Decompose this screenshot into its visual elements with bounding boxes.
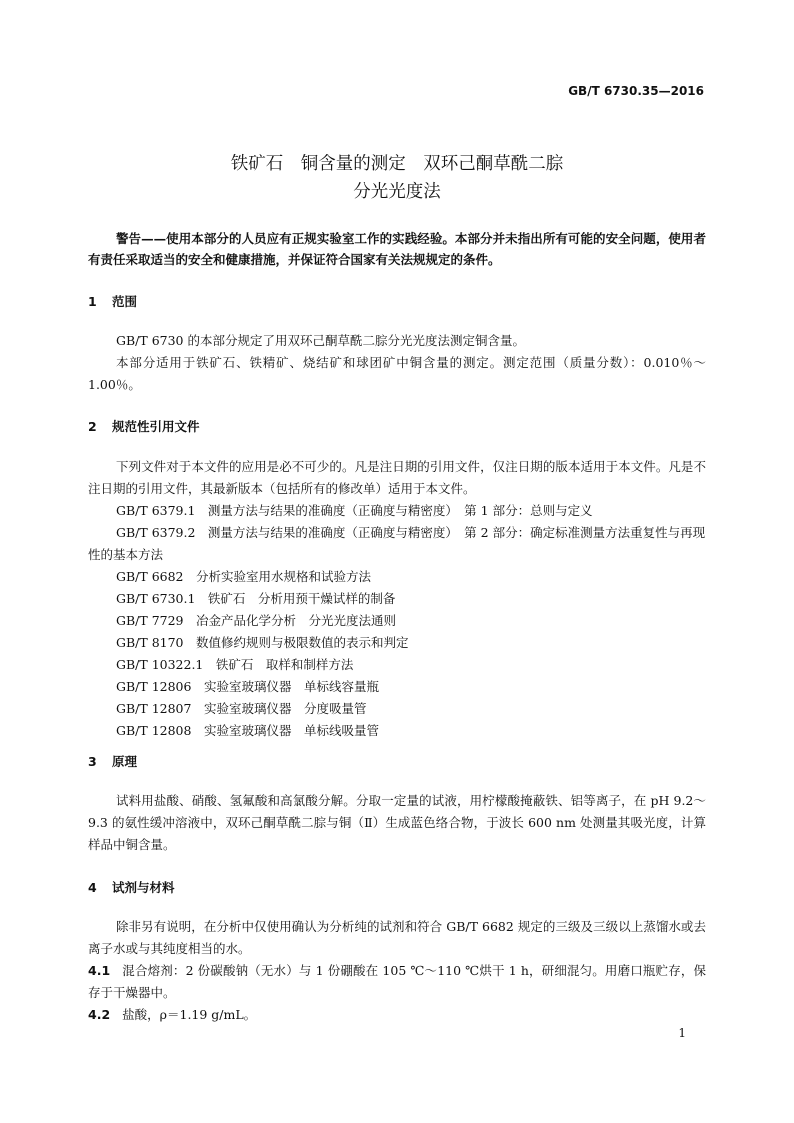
paragraph: 试料用盐酸、硝酸、氢氟酸和高氯酸分解。分取一定量的试液，用柠檬酸掩蔽铁、铝等离子，在 pH 9.2～9.3 的氨性缓冲溶液中，双环己酮草酰二腙与铜（Ⅱ）生成蓝色络合物，于波长 600 nm 处测量其吸光度，计算样品中铜含量。: [88, 793, 706, 852]
reference-item: GB/T 6379.1 测量方法与结果的准确度（正确度与精密度） 第 1 部分：总则与定义: [116, 503, 593, 518]
paragraph: 本部分适用于铁矿石、铁精矿、烧结矿和球团矿中铜含量的测定。测定范围（质量分数）：0.010％～1.00％。: [88, 355, 706, 392]
paragraph: GB/T 6730 的本部分规定了用双环己酮草酰二腙分光光度法测定铜含量。: [116, 333, 525, 348]
paragraph: 除非另有说明，在分析中仅使用确认为分析纯的试剂和符合 GB/T 6682 规定的三级及三级以上蒸馏水或去离子水或与其纯度相当的水。: [88, 919, 706, 956]
reference-item: GB/T 12808 实验室玻璃仪器 单标线吸量管: [116, 723, 379, 738]
document-title-line1: 铁矿石 铜含量的测定 双环己酮草酰二腙: [230, 154, 564, 174]
section-title: 试剂与材料: [112, 880, 175, 895]
section-number: 2: [88, 419, 97, 434]
page-number: 1: [678, 1026, 686, 1040]
document-title-line2: 分光光度法: [353, 182, 441, 202]
section-heading-principle: [88, 752, 137, 770]
safety-warning: 警告——使用本部分的人员应有正规实验室工作的实践经验。本部分并未指出所有可能的安全问题，使用者有责任采取适当的安全和健康措施，并保证符合国家有关法规规定的条件。: [88, 231, 706, 267]
reference-item: GB/T 6730.1 铁矿石 分析用预干燥试样的制备: [116, 591, 396, 606]
clause-text: 盐酸，ρ＝1.19 g/mL。: [122, 1007, 257, 1022]
clause-text: 混合熔剂：2 份碳酸钠（无水）与 1 份硼酸在 105 ℃～110 ℃烘干 1 h，研细混匀。用磨口瓶贮存，保存于干燥器中。: [88, 963, 706, 1000]
section-number: 1: [88, 294, 97, 309]
reference-item: GB/T 12807 实验室玻璃仪器 分度吸量管: [116, 701, 367, 716]
clause-item: [88, 1004, 706, 1026]
section-title: 范围: [112, 294, 138, 309]
section-title: 原理: [112, 754, 138, 769]
reference-item: GB/T 6379.2 测量方法与结果的准确度（正确度与精密度） 第 2 部分：确定标准测量方法重复性与再现性的基本方法: [88, 525, 706, 562]
clause-number: 4.1: [88, 963, 111, 978]
reference-item: GB/T 8170 数值修约规则与极限数值的表示和判定: [116, 635, 409, 650]
reference-item: GB/T 6682 分析实验室用水规格和试验方法: [116, 569, 372, 584]
section-number: 3: [88, 754, 97, 769]
section-number: 4: [88, 880, 97, 895]
section-heading-references: [88, 417, 200, 435]
reference-item: GB/T 10322.1 铁矿石 取样和制样方法: [116, 657, 354, 672]
standard-number: GB/T 6730.35—2016: [568, 84, 704, 98]
clause-number: 4.2: [88, 1007, 111, 1022]
reference-item: GB/T 7729 冶金产品化学分析 分光光度法通则: [116, 613, 397, 628]
reference-item: GB/T 12806 实验室玻璃仪器 单标线容量瓶: [116, 679, 379, 694]
paragraph: 下列文件对于本文件的应用是必不可少的。凡是注日期的引用文件，仅注日期的版本适用于本文件。凡是不注日期的引用文件，其最新版本（包括所有的修改单）适用于本文件。: [88, 459, 706, 496]
section-heading-reagents: [88, 878, 175, 896]
section-heading-scope: [88, 292, 137, 310]
clause-item: [88, 960, 706, 1004]
section-title: 规范性引用文件: [112, 419, 200, 434]
